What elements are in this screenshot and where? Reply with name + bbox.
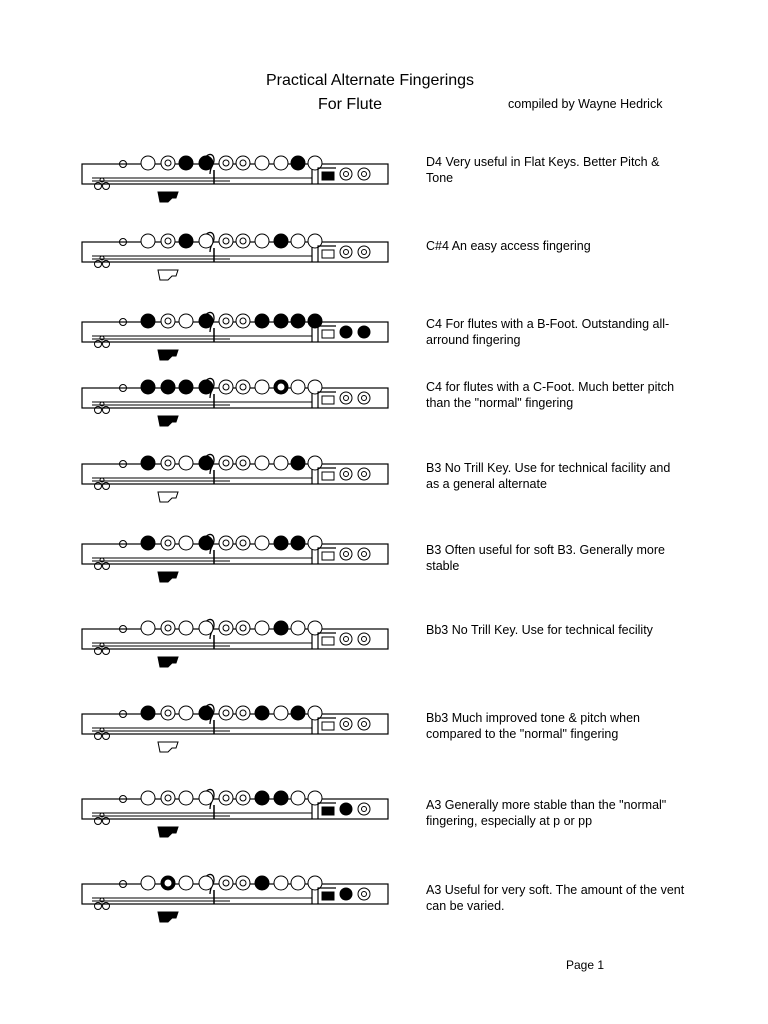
key-8 [274, 876, 288, 890]
key-6 [236, 314, 250, 328]
key-7 [255, 536, 269, 550]
thumb-lever [158, 416, 178, 426]
fingering-row [80, 374, 740, 444]
flute-diagram [80, 374, 390, 439]
fingering-row [80, 530, 740, 600]
foot-joint [318, 392, 370, 408]
key-9 [291, 456, 305, 470]
key-9 [291, 380, 305, 394]
key-9 [291, 156, 305, 170]
key-5 [219, 314, 233, 328]
fingering-description: C4 for flutes with a C-Foot. Much better pitch than the "normal" fingering [426, 380, 675, 410]
key-1 [141, 234, 155, 248]
key-6 [236, 536, 250, 550]
key-2 [161, 156, 175, 170]
key-8 [274, 536, 288, 550]
key-7 [255, 456, 269, 470]
page-subtitle: For Flute [317, 96, 382, 113]
key-6 [236, 156, 250, 170]
foot-joint [318, 468, 370, 484]
key-7 [255, 621, 269, 635]
key-2 [161, 380, 175, 394]
foot-joint [318, 718, 370, 734]
key-6 [236, 456, 250, 470]
foot-joint [318, 246, 370, 262]
key-2 [161, 234, 175, 248]
key-4 [199, 621, 213, 635]
foot-joint [318, 326, 370, 342]
fingering-row [80, 150, 740, 220]
key-9 [291, 621, 305, 635]
key-1 [141, 536, 155, 550]
key-4 [199, 380, 213, 394]
key-8 [274, 314, 288, 328]
key-8 [274, 234, 288, 248]
key-7 [255, 234, 269, 248]
key-2 [161, 621, 175, 635]
fingering-row [80, 228, 740, 298]
key-9 [291, 706, 305, 720]
fingering-description: Bb3 Much improved tone & pitch when compared to the "normal" fingering [426, 711, 641, 741]
fingering-row [80, 615, 740, 685]
flute-diagram [80, 700, 390, 765]
key-3 [179, 791, 193, 805]
thumb-lever [158, 657, 178, 667]
key-7 [255, 791, 269, 805]
foot-joint [318, 548, 370, 564]
key-3 [179, 621, 193, 635]
key-6 [236, 234, 250, 248]
key-3 [179, 706, 193, 720]
fingering-row [80, 785, 740, 855]
key-1 [141, 791, 155, 805]
key-7 [255, 380, 269, 394]
flute-diagram [80, 450, 390, 515]
key-7 [255, 706, 269, 720]
flute-diagram [80, 870, 390, 935]
key-4 [199, 456, 213, 470]
foot-joint [318, 803, 370, 819]
key-8 [274, 380, 288, 394]
key-5 [219, 791, 233, 805]
key-1 [141, 621, 155, 635]
fingering-description: A3 Useful for very soft. The amount of the vent can be varied. [426, 883, 685, 913]
key-3 [179, 234, 193, 248]
flute-diagram [80, 228, 390, 293]
fingering-row [80, 700, 740, 770]
key-3 [179, 456, 193, 470]
key-5 [219, 876, 233, 890]
fingering-description: B3 No Trill Key. Use for technical facility and as a general alternate [426, 461, 671, 491]
key-8 [274, 621, 288, 635]
thumb-lever [158, 572, 178, 582]
key-1 [141, 706, 155, 720]
key-5 [219, 621, 233, 635]
foot-joint [318, 633, 370, 649]
key-1 [141, 314, 155, 328]
key-9 [291, 536, 305, 550]
thumb-lever [158, 270, 178, 280]
fingering-description: A3 Generally more stable than the "normal" fingering, especially at p or pp [426, 798, 667, 828]
key-4 [199, 156, 213, 170]
fingering-row [80, 308, 740, 378]
foot-joint [318, 168, 370, 184]
flute-diagram [80, 615, 390, 680]
key-6 [236, 791, 250, 805]
key-4 [199, 314, 213, 328]
key-6 [236, 621, 250, 635]
fingering-row [80, 450, 740, 520]
key-1 [141, 380, 155, 394]
key-5 [219, 706, 233, 720]
page-title: Practical Alternate Fingerings [265, 72, 475, 89]
thumb-lever [158, 192, 178, 202]
key-9 [291, 876, 305, 890]
key-5 [219, 380, 233, 394]
author-credit: compiled by Wayne Hedrick [508, 97, 663, 111]
key-8 [274, 706, 288, 720]
key-4 [199, 791, 213, 805]
key-6 [236, 380, 250, 394]
flute-diagram [80, 785, 390, 850]
thumb-lever [158, 827, 178, 837]
key-1 [141, 456, 155, 470]
fingering-description: C4 For flutes with a B-Foot. Outstanding all-arround fingering [426, 317, 670, 347]
key-8 [274, 156, 288, 170]
fingering-description: B3 Often useful for soft B3. Generally more stable [426, 543, 666, 573]
key-2 [161, 876, 175, 890]
key-2 [161, 314, 175, 328]
key-9 [291, 791, 305, 805]
key-4 [199, 536, 213, 550]
key-4 [199, 876, 213, 890]
key-9 [291, 234, 305, 248]
key-1 [141, 156, 155, 170]
key-5 [219, 234, 233, 248]
thumb-lever [158, 912, 178, 922]
fingering-description: D4 Very useful in Flat Keys. Better Pitch & Tone [426, 155, 660, 185]
key-3 [179, 156, 193, 170]
flute-diagram [80, 530, 390, 595]
key-2 [161, 706, 175, 720]
flute-diagram [80, 150, 390, 215]
key-3 [179, 876, 193, 890]
key-3 [179, 380, 193, 394]
flute-diagram [80, 308, 390, 373]
thumb-lever [158, 492, 178, 502]
key-4 [199, 706, 213, 720]
key-2 [161, 791, 175, 805]
thumb-lever [158, 350, 178, 360]
key-9 [291, 314, 305, 328]
key-2 [161, 456, 175, 470]
foot-joint [318, 888, 370, 904]
key-2 [161, 536, 175, 550]
key-1 [141, 876, 155, 890]
page-number: Page 1 [566, 958, 605, 972]
key-6 [236, 706, 250, 720]
key-6 [236, 876, 250, 890]
key-7 [255, 156, 269, 170]
key-5 [219, 536, 233, 550]
fingering-row [80, 870, 740, 940]
fingering-description: Bb3 No Trill Key. Use for technical fecility [426, 623, 653, 637]
key-8 [274, 456, 288, 470]
thumb-lever [158, 742, 178, 752]
key-5 [219, 456, 233, 470]
key-5 [219, 156, 233, 170]
fingering-description: C#4 An easy access fingering [426, 239, 591, 253]
key-7 [255, 876, 269, 890]
key-3 [179, 314, 193, 328]
key-7 [255, 314, 269, 328]
key-3 [179, 536, 193, 550]
key-8 [274, 791, 288, 805]
key-4 [199, 234, 213, 248]
